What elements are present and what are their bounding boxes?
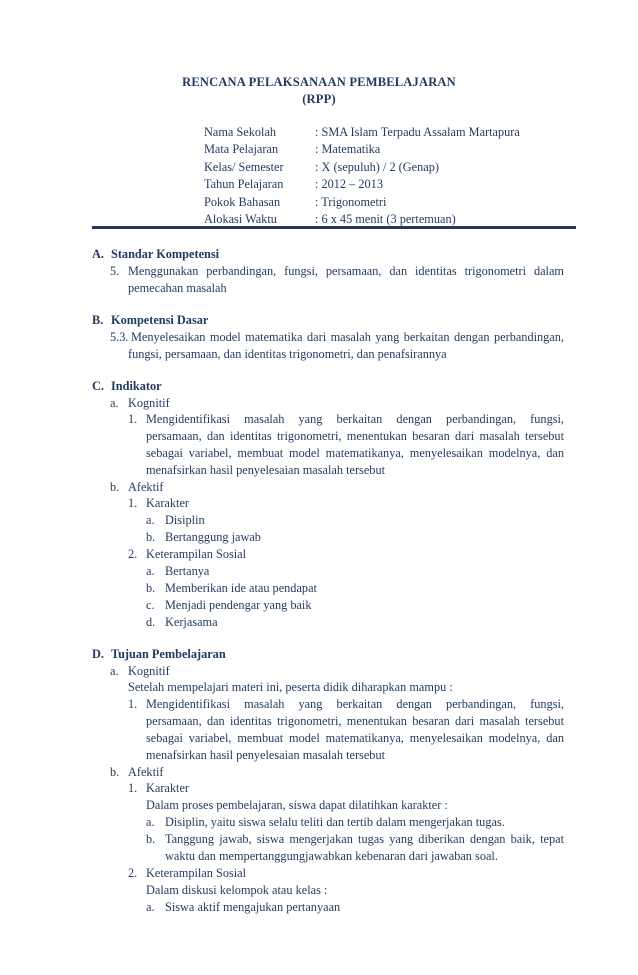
list-letter: a. — [110, 664, 119, 678]
info-label: Kelas/ Semester — [204, 159, 284, 174]
section-letter: A. — [92, 247, 104, 261]
section-letter: C. — [92, 379, 104, 393]
list-letter: a. — [146, 513, 155, 527]
section-title: Indikator — [111, 379, 162, 393]
section-c-heading — [92, 378, 162, 394]
paragraph-line: persamaan, dan identitas trigonometri, menentukan besaran dari masalah tersebut — [146, 714, 564, 728]
list-item: Keterampilan Sosial — [146, 547, 247, 561]
paragraph-line: Menggunakan perbandingan, fungsi, persamaan, dan identitas trigonometri dalam — [128, 264, 564, 278]
paragraph-line: Mengidentifikasi masalah yang berkaitan dengan perbandingan, fungsi, — [146, 412, 564, 426]
list-item: Siswa aktif mengajukan pertanyaan — [165, 900, 341, 914]
list-letter: a. — [110, 396, 119, 410]
paragraph-line: fungsi, persamaan, dan identitas trigonometri, dan penafsirannya — [128, 347, 447, 361]
section-title: Tujuan Pembelajaran — [111, 647, 226, 661]
info-label: Alokasi Waktu — [204, 211, 277, 226]
info-value: : Trigonometri — [315, 194, 387, 209]
document-title: RENCANA PELAKSANAAN PEMBELAJARAN — [182, 75, 456, 89]
list-item: Keterampilan Sosial — [146, 866, 247, 880]
paragraph-line: waktu dan mempertanggungjawabkan kebenaran dari jawaban soal. — [165, 849, 498, 863]
info-value: : SMA Islam Terpadu Assalam Martapura — [315, 125, 520, 139]
list-letter: d. — [146, 615, 156, 629]
paragraph-line: sebagai variabel, membuat model matematikanya, menyelesaikan modelnya, dan — [146, 731, 564, 745]
list-item: Bertanggung jawab — [165, 530, 261, 544]
paragraph-line: Dalam proses pembelajaran, siswa dapat dilatihkan karakter : — [146, 798, 448, 812]
list-number: 5.3. — [110, 330, 129, 344]
info-value: : Matematika — [315, 142, 381, 157]
paragraph-line: sebagai variabel, membuat model matematikanya, menyelesaikan modelnya, dan — [146, 446, 564, 460]
info-value: : 2012 – 2013 — [315, 177, 383, 192]
section-b-heading — [92, 312, 208, 328]
info-row — [204, 176, 520, 193]
subheading: Kognitif — [128, 664, 170, 678]
header-divider — [92, 226, 576, 229]
list-letter: b. — [146, 832, 156, 846]
info-label: Mata Pelajaran — [204, 142, 279, 157]
list-letter: a. — [146, 815, 155, 829]
subheading: Afektif — [128, 480, 164, 494]
list-letter: c. — [146, 598, 155, 612]
list-item: Menjadi pendengar yang baik — [165, 598, 312, 612]
list-number: 1. — [128, 412, 138, 426]
list-letter: a. — [146, 564, 155, 578]
list-item: Karakter — [146, 496, 190, 510]
info-label: Pokok Bahasan — [204, 194, 281, 209]
list-letter: a. — [146, 900, 155, 914]
subheading: Kognitif — [128, 396, 170, 410]
section-d-heading — [92, 646, 226, 662]
info-label: Nama Sekolah — [204, 125, 277, 139]
subheading: Afektif — [128, 765, 164, 779]
paragraph-line: pemecahan masalah — [128, 281, 227, 295]
identity-table — [204, 124, 520, 228]
info-value: : X (sepuluh) / 2 (Genap) — [315, 159, 439, 174]
info-value: : 6 x 45 menit (3 pertemuan) — [315, 211, 456, 226]
section-letter: D. — [92, 647, 104, 661]
info-label: Tahun Pelajaran — [204, 177, 284, 192]
paragraph-line: menafsirkan hasil penyelesaian masalah tersebut — [146, 463, 386, 477]
paragraph-line: Tanggung jawab, siswa mengerjakan tugas yang diberikan dengan baik, tepat — [165, 832, 564, 846]
paragraph-line: menafsirkan hasil penyelesaian masalah tersebut — [146, 748, 386, 762]
list-letter: b. — [146, 581, 156, 595]
section-a-heading — [92, 246, 219, 262]
document-subtitle: (RPP) — [302, 92, 336, 106]
info-row — [204, 124, 520, 141]
list-item: Disiplin, yaitu siswa selalu teliti dan tertib dalam mengerjakan tugas. — [165, 815, 505, 829]
paragraph-line: persamaan, dan identitas trigonometri, menentukan besaran dari masalah tersebut — [146, 429, 564, 443]
list-number: 2. — [128, 547, 138, 561]
info-row — [204, 141, 520, 158]
paragraph-line: Menyelesaikan model matematika dari masalah yang berkaitan dengan perbandingan, — [131, 330, 564, 344]
list-item: Kerjasama — [165, 615, 218, 629]
list-letter: b. — [146, 530, 156, 544]
section-letter: B. — [92, 313, 104, 327]
list-item: Bertanya — [165, 564, 210, 578]
section-title: Standar Kompetensi — [111, 247, 220, 261]
info-row — [204, 194, 520, 211]
list-number: 5. — [110, 264, 120, 278]
paragraph-line: Dalam diskusi kelompok atau kelas : — [146, 883, 328, 897]
list-item: Memberikan ide atau pendapat — [165, 581, 317, 595]
list-letter: b. — [110, 480, 120, 494]
section-title: Kompetensi Dasar — [111, 313, 209, 327]
list-letter: b. — [110, 765, 120, 779]
paragraph-line: Mengidentifikasi masalah yang berkaitan dengan perbandingan, fungsi, — [146, 697, 564, 711]
info-row — [204, 159, 520, 176]
list-number: 2. — [128, 866, 138, 880]
list-number: 1. — [128, 697, 138, 711]
list-number: 1. — [128, 496, 138, 510]
list-item: Disiplin — [165, 513, 205, 527]
list-item: Karakter — [146, 781, 190, 795]
paragraph-line: Setelah mempelajari materi ini, peserta didik diharapkan mampu : — [128, 680, 453, 694]
list-number: 1. — [128, 781, 138, 795]
